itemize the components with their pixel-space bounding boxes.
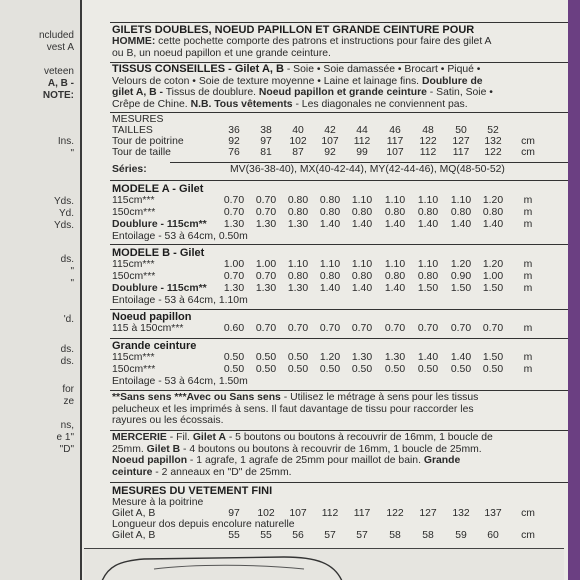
tailles-label: TAILLES: [112, 125, 153, 136]
sens-line-1: - Utilisez le métrage à sens pour les tissus: [280, 392, 479, 403]
unit-cell: cm: [521, 147, 535, 158]
value-cell: 0.70: [287, 323, 309, 334]
tissus-line-4-bold: N.B. Tous vêtements: [190, 98, 293, 110]
value-cell: 1.30: [351, 352, 373, 363]
value-cell: 40: [292, 125, 304, 136]
value-cell: 1.30: [287, 283, 309, 294]
value-cell: 1.10: [384, 195, 406, 206]
value-cell: 92: [228, 136, 240, 147]
unit-cell: cm: [521, 136, 535, 147]
value-cell: 0.70: [482, 323, 504, 334]
value-cell: 0.70: [450, 323, 472, 334]
left-fragment: Yds.: [53, 196, 74, 207]
divider: [110, 244, 568, 245]
value-cell: 0.50: [223, 352, 245, 363]
value-cell: 97: [260, 136, 272, 147]
value-cell: 1.50: [482, 283, 504, 294]
value-cell: 112: [321, 508, 339, 519]
value-cell: 127: [452, 136, 470, 147]
value-cell: 0.50: [287, 364, 309, 375]
intro-line-2: ou B, un noeud papillon et une grande ceinture.: [112, 47, 331, 59]
value-cell: 0.80: [319, 207, 341, 218]
value-cell: 1.00: [223, 259, 245, 270]
value-cell: 0.50: [384, 364, 406, 375]
value-cell: 0.70: [255, 195, 277, 206]
left-fragment: A, B -: [47, 78, 74, 89]
value-cell: 87: [292, 147, 304, 158]
tissus-line-1: - Soie • Soie damassée • Brocart • Piqué •: [283, 64, 481, 75]
intro-title: GILETS DOUBLES, NOEUD PAPILLON ET GRANDE CEINTURE POUR: [112, 24, 475, 36]
tissus-line-4-end: - Les diagonales ne conviennent pas.: [292, 98, 468, 110]
value-cell: 1.00: [255, 259, 277, 270]
value-cell: 0.70: [384, 323, 406, 334]
sens-line-3: rayures ou les écossais.: [112, 415, 224, 426]
left-fragment: ds.: [60, 344, 74, 355]
tissus-line-3: Tissus de doublure.: [163, 87, 259, 98]
value-cell: 0.70: [255, 271, 277, 282]
value-cell: 1.10: [417, 195, 439, 206]
value-cell: 0.70: [223, 271, 245, 282]
value-cell: 0.80: [287, 207, 309, 218]
tissus-line-3-end: - Satin, Soie •: [426, 87, 493, 98]
value-cell: 132: [484, 136, 502, 147]
value-cell: 0.80: [384, 207, 406, 218]
left-fragment: Yds.: [53, 220, 74, 231]
intro-homme-label: HOMME:: [112, 36, 156, 47]
mercerie-line-1-end: - 5 boutons ou boutons à recouvrir de 16mm, 1 boucle de: [225, 432, 493, 443]
value-cell: 0.70: [255, 323, 277, 334]
unit-cell: cm: [521, 530, 535, 541]
value-cell: 122: [386, 508, 404, 519]
value-cell: 0.70: [255, 207, 277, 218]
value-cell: 1.10: [351, 195, 373, 206]
value-cell: 1.40: [450, 352, 472, 363]
value-cell: 58: [389, 530, 401, 541]
value-cell: 0.90: [450, 271, 472, 282]
tissus-line-4: Crêpe de Chine.: [112, 98, 191, 110]
value-cell: 52: [487, 125, 499, 136]
value-cell: 59: [455, 530, 467, 541]
value-cell: 58: [422, 530, 434, 541]
ceinture-title: Grande ceinture: [112, 340, 197, 352]
value-cell: 1.10: [319, 259, 341, 270]
value-cell: 0.50: [255, 352, 277, 363]
tissus-line-3-bold-2: Noeud papillon et grande ceinture: [258, 87, 427, 98]
value-cell: 1.40: [384, 283, 406, 294]
value-cell: 1.20: [482, 195, 504, 206]
tissus-line-2: Velours de coton • Soie de texture moyenne • Laine et lainage fins.: [112, 75, 422, 87]
row-label: 115cm***: [112, 352, 155, 363]
value-cell: 0.50: [417, 364, 439, 375]
garment-outline: [102, 557, 342, 580]
value-cell: 97: [228, 508, 240, 519]
value-cell: 92: [324, 147, 336, 158]
mercerie-noeud: Noeud papillon: [112, 455, 188, 466]
row-label: 115 à 150cm***: [112, 323, 184, 334]
value-cell: 44: [356, 125, 368, 136]
value-cell: 0.80: [351, 207, 373, 218]
value-cell: 1.20: [319, 352, 341, 363]
value-cell: 76: [228, 147, 240, 158]
value-cell: 0.50: [223, 364, 245, 375]
value-cell: 0.50: [482, 364, 504, 375]
value-cell: 112: [419, 147, 437, 158]
value-cell: 122: [419, 136, 437, 147]
value-cell: 1.20: [482, 259, 504, 270]
modele-b-title: MODELE B - Gilet: [112, 247, 205, 259]
value-cell: 107: [386, 147, 404, 158]
mercerie-line-2: 25mm.: [112, 443, 147, 455]
value-cell: 1.20: [450, 259, 472, 270]
intro-line-1: cette pochette comporte des patrons et instructions pour faire des gilet A: [155, 36, 492, 47]
tissus-line-3-bold: gilet A, B -: [112, 87, 163, 98]
unit-cell: m: [523, 364, 533, 375]
left-fragment: ": [70, 266, 74, 277]
value-cell: 112: [353, 136, 371, 147]
value-cell: 0.80: [287, 195, 309, 206]
fini-row-2-label: Gilet A, B: [112, 530, 156, 541]
left-fragment: veteen: [43, 66, 74, 77]
value-cell: 1.50: [450, 283, 472, 294]
value-cell: 1.40: [319, 219, 341, 230]
mercerie-gilet-a: Gilet A: [192, 432, 226, 443]
value-cell: 0.80: [319, 271, 341, 282]
metric-content: [84, 0, 568, 580]
unit-cell: m: [523, 259, 533, 270]
taille-label: Tour de taille: [112, 147, 171, 158]
left-fragment: e 1": [56, 432, 74, 443]
fini-row-1-label: Gilet A, B: [112, 508, 156, 519]
left-fragment: for: [62, 384, 74, 395]
value-cell: 137: [484, 508, 502, 519]
value-cell: 38: [260, 125, 272, 136]
value-cell: 0.80: [417, 207, 439, 218]
value-cell: 46: [389, 125, 401, 136]
modele-b-entoilage: Entoilage - 53 à 64cm, 1.10m: [112, 295, 248, 306]
row-label: 115cm***: [112, 195, 155, 206]
divider: [110, 430, 568, 431]
divider: [110, 22, 568, 23]
value-cell: 0.60: [223, 323, 245, 334]
value-cell: 102: [257, 508, 275, 519]
divider: [110, 112, 568, 113]
value-cell: 57: [324, 530, 336, 541]
tissus-section: [112, 64, 568, 110]
mesures-title: MESURES: [112, 114, 164, 125]
fini-title: MESURES DU VETEMENT FINI: [112, 485, 273, 497]
value-cell: 0.70: [223, 207, 245, 218]
value-cell: 57: [356, 530, 368, 541]
value-cell: 0.80: [450, 207, 472, 218]
left-fragment: ": [70, 148, 74, 159]
mercerie-section: [112, 432, 568, 478]
value-cell: 107: [321, 136, 339, 147]
value-cell: 0.50: [287, 352, 309, 363]
row-label: 150cm***: [112, 207, 156, 218]
value-cell: 0.70: [223, 195, 245, 206]
value-cell: 0.80: [287, 271, 309, 282]
value-cell: 1.30: [384, 352, 406, 363]
value-cell: 50: [455, 125, 467, 136]
garment-illustration: [84, 548, 564, 580]
mercerie-gilet-b: Gilet B: [146, 443, 181, 455]
value-cell: 0.50: [351, 364, 373, 375]
value-cell: 1.40: [450, 219, 472, 230]
value-cell: 60: [487, 530, 499, 541]
value-cell: 1.10: [450, 195, 472, 206]
sens-note: [112, 392, 568, 427]
mercerie-line-4: - 2 anneaux en "D" de 25mm.: [152, 466, 292, 478]
left-fragment: vest A: [46, 42, 74, 53]
value-cell: 1.40: [482, 219, 504, 230]
value-cell: 107: [289, 508, 307, 519]
left-fragment: NOTE:: [42, 90, 74, 101]
sens-line-1-bold: **Sans sens ***Avec ou Sans sens: [112, 392, 281, 403]
series-label: Séries:: [112, 164, 147, 175]
modele-a-title: MODELE A - Gilet: [112, 183, 204, 195]
value-cell: 0.80: [351, 271, 373, 282]
left-fragment: 'd.: [63, 314, 74, 325]
fini-longueur-label: Longueur dos depuis encolure naturelle: [112, 519, 295, 530]
left-fragment: ze: [63, 396, 74, 407]
divider: [110, 482, 568, 483]
value-cell: 1.40: [319, 283, 341, 294]
value-cell: 1.10: [417, 259, 439, 270]
unit-cell: m: [523, 207, 533, 218]
value-cell: 1.10: [384, 259, 406, 270]
unit-cell: m: [523, 219, 533, 230]
row-label: 150cm***: [112, 364, 156, 375]
value-cell: 0.80: [417, 271, 439, 282]
value-cell: 81: [260, 147, 272, 158]
mercerie-line-1: - Fil.: [166, 432, 193, 443]
row-label: 150cm***: [112, 271, 156, 282]
value-cell: 1.40: [417, 219, 439, 230]
value-cell: 0.70: [417, 323, 439, 334]
value-cell: 117: [452, 147, 470, 158]
tissus-title: TISSUS CONSEILLES - Gilet A, B: [112, 63, 284, 75]
left-fragment: ncluded: [38, 30, 74, 41]
value-cell: 1.40: [384, 219, 406, 230]
value-cell: 55: [228, 530, 240, 541]
value-cell: 1.10: [287, 259, 309, 270]
value-cell: 0.80: [482, 207, 504, 218]
value-cell: 55: [260, 530, 272, 541]
value-cell: 1.40: [351, 283, 373, 294]
row-label: Doublure - 115cm**: [112, 219, 207, 230]
value-cell: 1.10: [351, 259, 373, 270]
value-cell: 0.50: [319, 364, 341, 375]
value-cell: 132: [452, 508, 470, 519]
value-cell: 1.30: [255, 219, 277, 230]
value-cell: 42: [324, 125, 336, 136]
value-cell: 127: [419, 508, 437, 519]
mercerie-grande: Grande: [423, 455, 461, 466]
value-cell: 0.80: [319, 195, 341, 206]
value-cell: 117: [353, 508, 371, 519]
value-cell: 1.30: [223, 219, 245, 230]
mercerie-line-3: - 1 agrafe, 1 agrafe de 25mm pour maillot de bain.: [187, 455, 424, 466]
unit-cell: m: [523, 271, 533, 282]
value-cell: 56: [292, 530, 304, 541]
ceinture-entoilage: Entoilage - 53 à 64cm, 1.50m: [112, 376, 248, 387]
value-cell: 1.50: [482, 352, 504, 363]
divider: [110, 309, 568, 310]
divider: [110, 390, 568, 391]
mercerie-ceinture: ceinture: [112, 466, 153, 478]
left-fragment: ns,: [60, 420, 74, 431]
divider: [110, 338, 568, 339]
value-cell: 0.70: [319, 323, 341, 334]
value-cell: 122: [484, 147, 502, 158]
value-cell: 1.30: [255, 283, 277, 294]
sens-line-2: pelucheux et les imprimés à sens. Il faut davantage de tissu pour raccorder les: [112, 403, 474, 415]
tissus-line-2-bold: Doublure de: [421, 75, 483, 87]
left-fragment: ": [70, 278, 74, 289]
modele-a-entoilage: Entoilage - 53 à 64cm, 0.50m: [112, 231, 248, 242]
value-cell: 0.70: [351, 323, 373, 334]
unit-cell: m: [523, 195, 533, 206]
left-fragment: Ins.: [57, 136, 74, 147]
left-fragment: ds.: [60, 356, 74, 367]
value-cell: 117: [386, 136, 404, 147]
divider: [110, 180, 568, 181]
fini-poitrine-label: Mesure à la poitrine: [112, 497, 204, 508]
value-cell: 0.50: [255, 364, 277, 375]
poitrine-label: Tour de poitrine: [112, 136, 184, 147]
value-cell: 0.80: [384, 271, 406, 282]
row-label: 115cm***: [112, 259, 155, 270]
value-cell: 1.30: [223, 283, 245, 294]
unit-cell: m: [523, 283, 533, 294]
row-label: Doublure - 115cm**: [112, 283, 207, 294]
value-cell: 48: [422, 125, 434, 136]
intro-section: [112, 24, 568, 59]
value-cell: 99: [356, 147, 368, 158]
value-cell: 36: [228, 125, 240, 136]
value-cell: 0.50: [450, 364, 472, 375]
left-fragment: ds.: [60, 254, 74, 265]
left-fragment: "D": [59, 444, 74, 455]
unit-cell: m: [523, 352, 533, 363]
left-column-imperial: [0, 0, 82, 580]
value-cell: 102: [289, 136, 307, 147]
mercerie-line-2-end: - 4 boutons ou boutons à recouvrir de 16mm, 1 boucle de 25mm.: [180, 443, 482, 455]
unit-cell: cm: [521, 508, 535, 519]
divider: [170, 162, 568, 163]
unit-cell: m: [523, 323, 533, 334]
value-cell: 1.00: [482, 271, 504, 282]
value-cell: 1.50: [417, 283, 439, 294]
value-cell: 1.30: [287, 219, 309, 230]
mercerie-title: MERCERIE: [112, 432, 167, 443]
value-cell: 1.40: [417, 352, 439, 363]
garment-detail: [154, 565, 304, 569]
noeud-title: Noeud papillon: [112, 311, 192, 323]
value-cell: 1.40: [351, 219, 373, 230]
left-fragment: Yd.: [58, 208, 74, 219]
series-values: MV(36-38-40), MX(40-42-44), MY(42-44-46), MQ(48-50-52): [230, 164, 505, 175]
purple-background-edge: [566, 0, 580, 580]
